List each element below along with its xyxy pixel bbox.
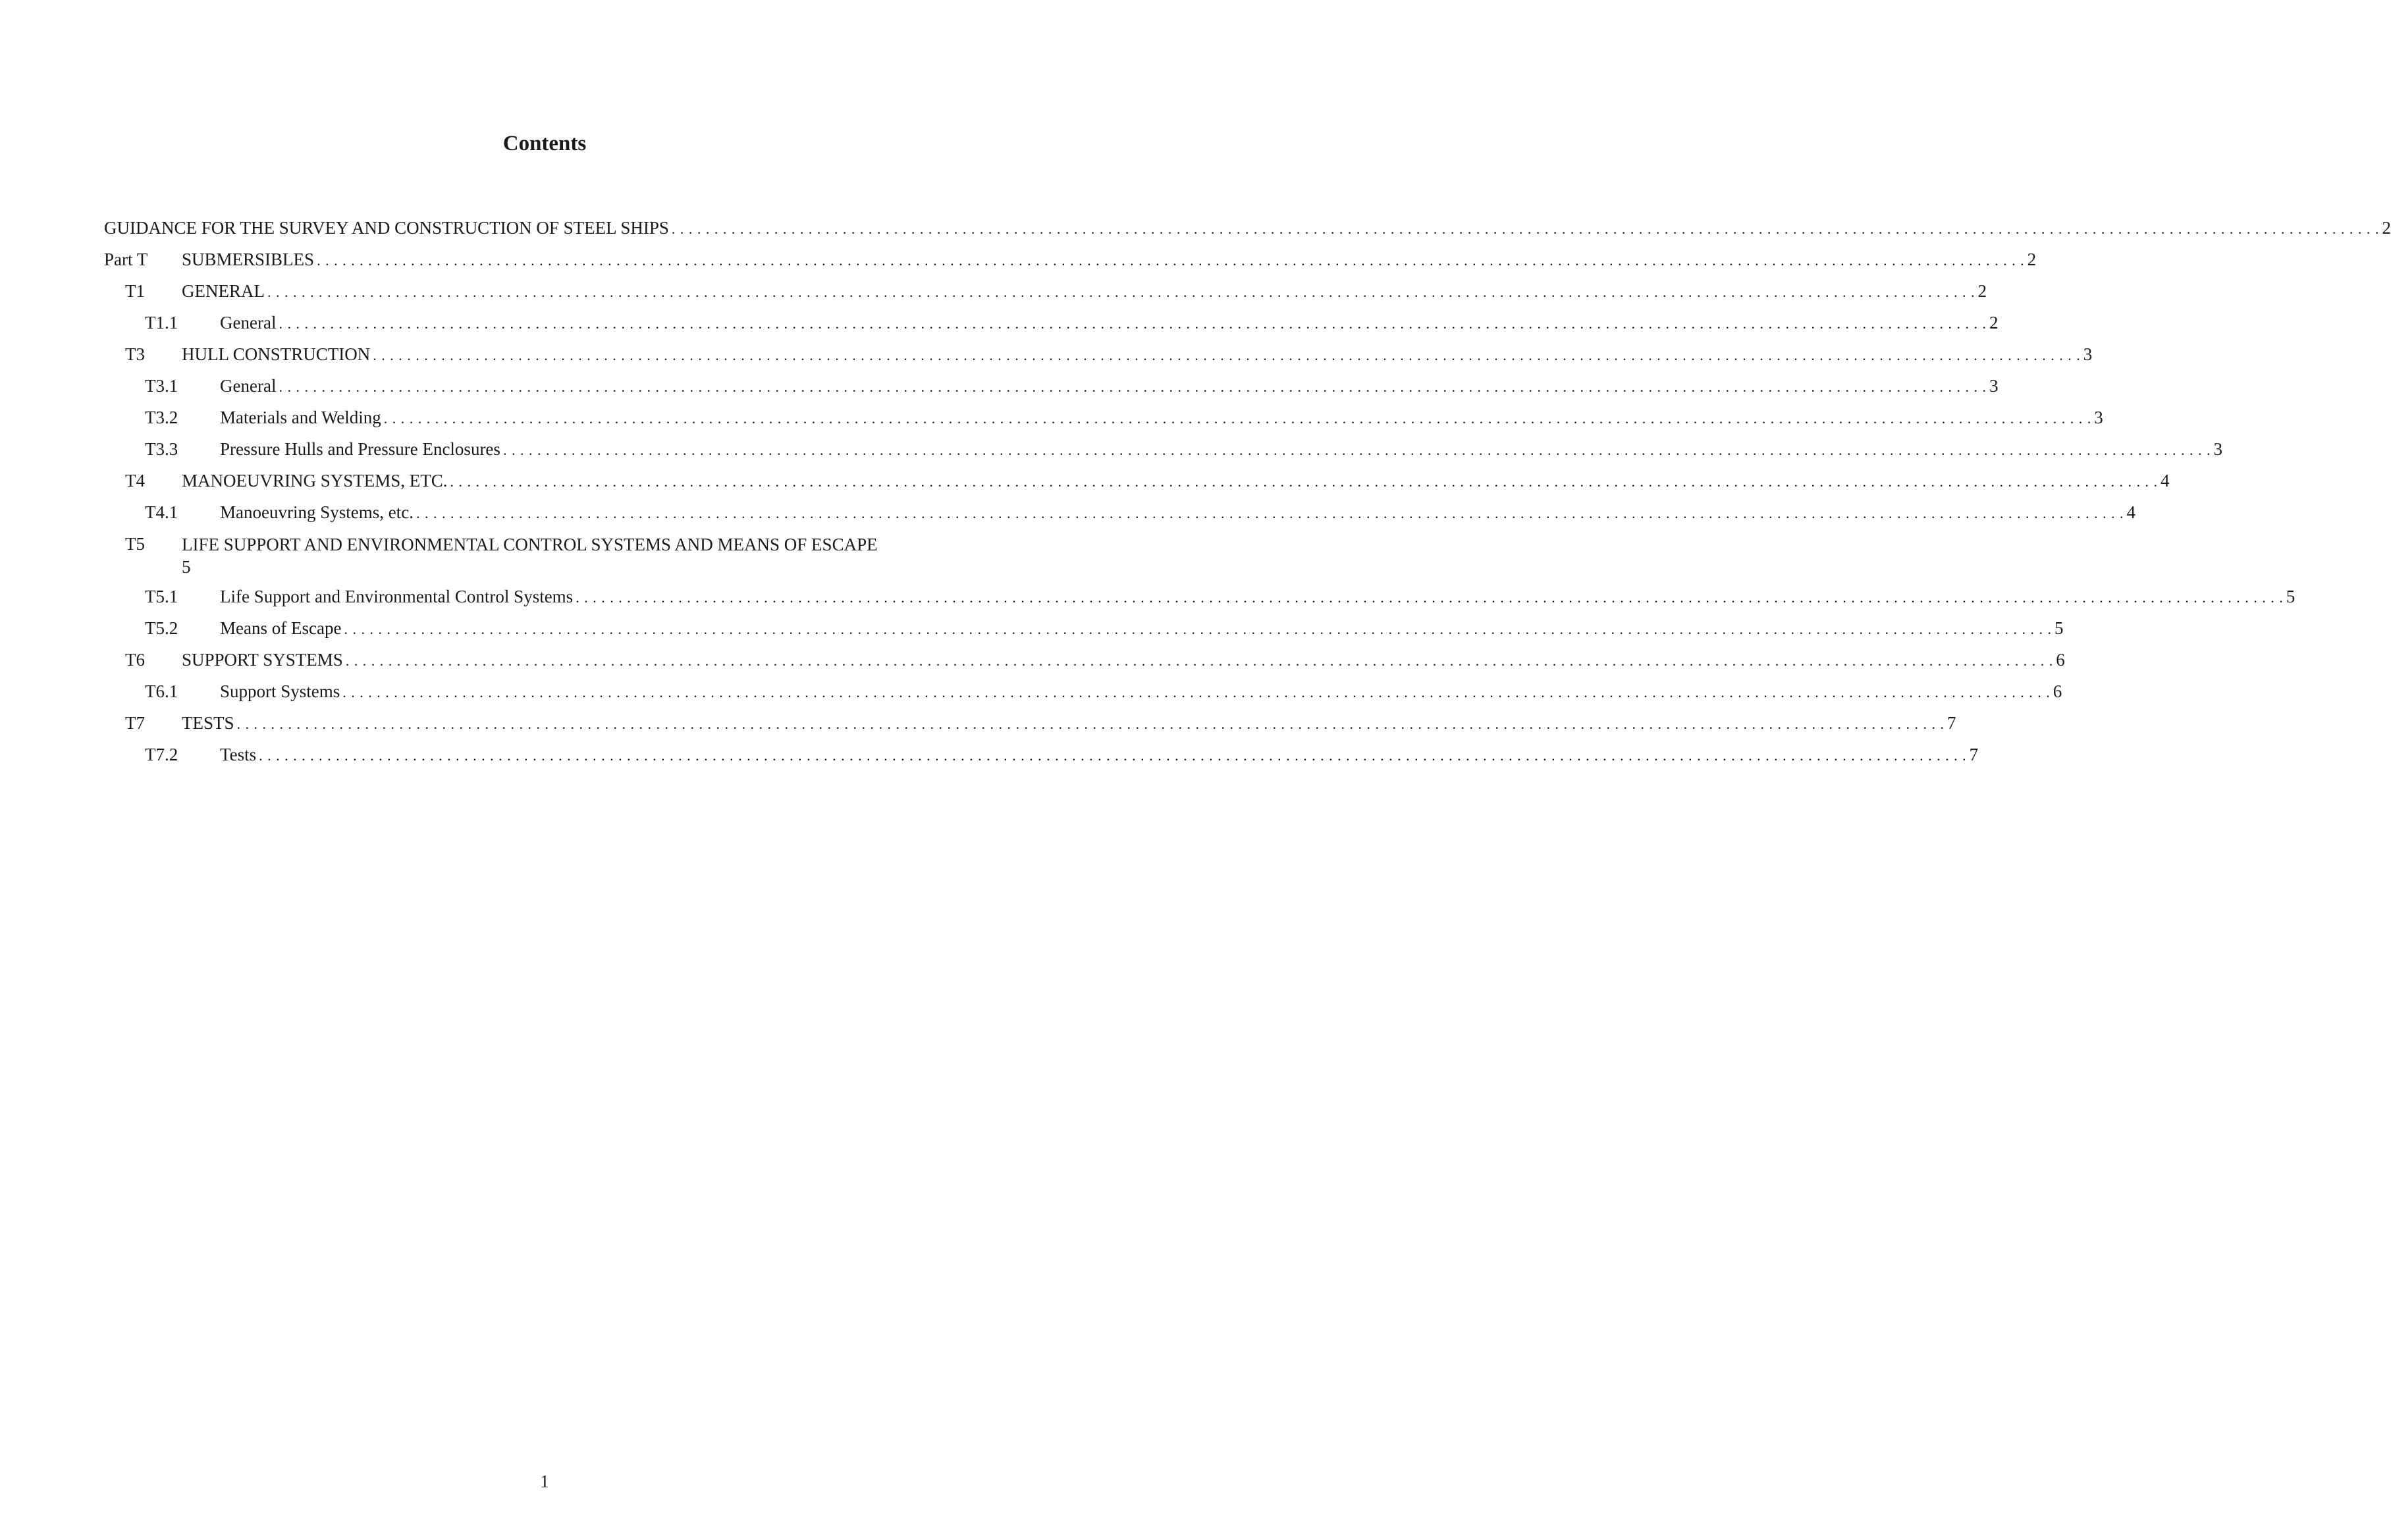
toc-entry-number: T7 — [125, 713, 145, 733]
toc-entry-number: T5 — [125, 534, 145, 554]
dot-leader: . . . . . . . . . . . . . . . . . . . . . . . . . . . . . . . . . . . . . . . . . . . . . . . . . . . . . . . . . . . . . . . . . . . . . . . . . . . . . . . . . . . . . . . . . . . . . . . . . . . . . . . . . . . . . . . . . . . . . . . . . . . . . . . . . . . . . . . . . . . . . . . . . . . . . . . . . . . . . . . . . . . . . . . . . . . . . . . . . . . . . . . . . . . . . . . . . . . . . . . . — [373, 347, 2081, 363]
toc-entry-number: T4 — [125, 471, 145, 491]
dot-leader: . . . . . . . . . . . . . . . . . . . . . . . . . . . . . . . . . . . . . . . . . . . . . . . . . . . . . . . . . . . . . . . . . . . . . . . . . . . . . . . . . . . . . . . . . . . . . . . . . . . . . . . . . . . . . . . . . . . . . . . . . . . . . . . . . . . . . . . . . . . . . . . . . . . . . . . . . . . . . . . . . . . . . . . . . . . . . . . . . . . . . . . . . . . . . . . . . . . . . . . . — [416, 505, 2124, 521]
toc-entry-page: 4 — [2161, 471, 2170, 491]
toc-entry-number: Part T — [104, 250, 148, 269]
toc-entry-page: 3 — [2083, 344, 2093, 364]
toc-entry-page: 6 — [2053, 681, 2062, 701]
toc-entry-page: 5 — [2054, 618, 2064, 638]
toc-entry-page: 3 — [1989, 376, 1999, 396]
toc-entry[interactable] — [104, 528, 990, 581]
page-title: Contents — [502, 132, 587, 155]
toc-entry[interactable] — [104, 370, 1999, 402]
toc-entry-page: 2 — [2382, 218, 2391, 238]
toc-entry[interactable] — [104, 212, 2391, 244]
dot-leader: . . . . . . . . . . . . . . . . . . . . . . . . . . . . . . . . . . . . . . . . . . . . . . . . . . . . . . . . . . . . . . . . . . . . . . . . . . . . . . . . . . . . . . . . . . . . . . . . . . . . . . . . . . . . . . . . . . . . . . . . . . . . . . . . . . . . . . . . . . . . . . . . . . . . . . . . . . . . . . . . . . . . . . . . . . . . . . . . . . . . . . . . . . . . . . . . . . . . . . . . — [450, 473, 2159, 490]
dot-leader: . . . . . . . . . . . . . . . . . . . . . . . . . . . . . . . . . . . . . . . . . . . . . . . . . . . . . . . . . . . . . . . . . . . . . . . . . . . . . . . . . . . . . . . . . . . . . . . . . . . . . . . . . . . . . . . . . . . . . . . . . . . . . . . . . . . . . . . . . . . . . . . . . . . . . . . . . . . . . . . . . . . . . . . . . . . . . . . . . . . . . . . . . . . . . . . . . . . . . . . . — [259, 747, 1967, 764]
toc-entry[interactable] — [104, 465, 2170, 496]
toc-entry[interactable] — [104, 244, 2037, 275]
toc-entry-label: HULL CONSTRUCTION — [182, 338, 373, 370]
toc-entry[interactable] — [104, 307, 1999, 338]
toc-entry-page: 7 — [1947, 713, 1956, 733]
dot-leader: . . . . . . . . . . . . . . . . . . . . . . . . . . . . . . . . . . . . . . . . . . . . . . . . . . . . . . . . . . . . . . . . . . . . . . . . . . . . . . . . . . . . . . . . . . . . . . . . . . . . . . . . . . . . . . . . . . . . . . . . . . . . . . . . . . . . . . . . . . . . . . . . . . . . . . . . . . . . . . . . . . . . . . . . . . . . . . . . . . . . . . . . . . . . . . . . . . . . . . . . — [236, 716, 1945, 732]
dot-leader: . . . . . . . . . . . . . . . . . . . . . . . . . . . . . . . . . . . . . . . . . . . . . . . . . . . . . . . . . . . . . . . . . . . . . . . . . . . . . . . . . . . . . . . . . . . . . . . . . . . . . . . . . . . . . . . . . . . . . . . . . . . . . . . . . . . . . . . . . . . . . . . . . . . . . . . . . . . . . . . . . . . . . . . . . . . . . . . . . . . . . . . . . . . . . . . . . . . . . . . . — [576, 589, 2284, 606]
toc-entry-label: Materials and Welding — [220, 402, 384, 433]
toc-entry-number: T6.1 — [145, 681, 178, 701]
toc-entry[interactable] — [104, 739, 1979, 770]
toc-entry-number: T4.1 — [145, 502, 178, 522]
toc-entry-number: T3.2 — [145, 408, 178, 427]
toc-entry-number: T5.1 — [145, 587, 178, 606]
toc-entry-page: 5 — [182, 557, 191, 577]
toc-entry[interactable] — [104, 612, 2064, 644]
toc-entry-page: 2 — [1977, 281, 1987, 301]
dot-leader: . . . . . . . . . . . . . . . . . . . . . . . . . . . . . . . . . . . . . . . . . . . . . . . . . . . . . . . . . . . . . . . . . . . . . . . . . . . . . . . . . . . . . . . . . . . . . . . . . . . . . . . . . . . . . . . . . . . . . . . . . . . . . . . . . . . . . . . . . . . . . . . . . . . . . . . . . . . . . . . . . . . . . . . . . . . . . . . . . . . . . . . . . . . . . . . . . . . . . . . . — [344, 621, 2052, 637]
toc-entry-number: T3.1 — [145, 376, 178, 396]
toc-entry-page: 6 — [2056, 650, 2065, 670]
dot-leader: . . . . . . . . . . . . . . . . . . . . . . . . . . . . . . . . . . . . . . . . . . . . . . . . . . . . . . . . . . . . . . . . . . . . . . . . . . . . . . . . . . . . . . . . . . . . . . . . . . . . . . . . . . . . . . . . . . . . . . . . . . . . . . . . . . . . . . . . . . . . . . . . . . . . . . . . . . . . . . . . . . . . . . . . . . . . . . . . . . . . . . . . . . . . . . . . . . . . . . . . — [342, 684, 2051, 701]
toc-entry[interactable] — [104, 581, 2296, 612]
toc-entry-label: Life Support and Environmental Control Systems — [220, 581, 576, 612]
dot-leader: . . . . . . . . . . . . . . . . . . . . . . . . . . . . . . . . . . . . . . . . . . . . . . . . . . . . . . . . . . . . . . . . . . . . . . . . . . . . . . . . . . . . . . . . . . . . . . . . . . . . . . . . . . . . . . . . . . . . . . . . . . . . . . . . . . . . . . . . . . . . . . . . . . . . . . . . . . . . . . . . . . . . . . . . . . . . . . . . . . . . . . . . . . . . . . . . . . . . . . . . — [383, 410, 2092, 427]
toc-entry-label: Pressure Hulls and Pressure Enclosures — [220, 433, 503, 465]
toc-entry[interactable] — [104, 496, 2136, 528]
toc-entry[interactable] — [104, 338, 2093, 370]
toc-entry[interactable] — [104, 707, 1956, 739]
toc-entry-page: 2 — [1989, 313, 1999, 332]
toc-entry-page: 3 — [2213, 439, 2222, 459]
toc-entry-number: T7.2 — [145, 745, 178, 764]
toc-entry-label: MANOEUVRING SYSTEMS, ETC. — [182, 465, 450, 496]
toc-entry-number: T1 — [125, 281, 145, 301]
toc-entry[interactable] — [104, 275, 1987, 307]
toc-entry-label: GENERAL — [182, 275, 267, 307]
toc-entry-page: 4 — [2126, 502, 2136, 522]
toc-entry[interactable] — [104, 433, 2222, 465]
toc-entry-number: T1.1 — [145, 313, 178, 332]
toc-entry-label: SUPPORT SYSTEMS — [182, 644, 346, 676]
toc-entry-label: Support Systems — [220, 676, 342, 707]
toc-entry-number: T3 — [125, 344, 145, 364]
dot-leader: . . . . . . . . . . . . . . . . . . . . . . . . . . . . . . . . . . . . . . . . . . . . . . . . . . . . . . . . . . . . . . . . . . . . . . . . . . . . . . . . . . . . . . . . . . . . . . . . . . . . . . . . . . . . . . . . . . . . . . . . . . . . . . . . . . . . . . . . . . . . . . . . . . . . . . . . . . . . . . . . . . . . . . . . . . . . . . . . . . . . . . . . . . . . . . . . . . . . . . . . — [279, 315, 1987, 332]
toc-entry-page: 5 — [2286, 587, 2296, 606]
toc-entry-number: T5.2 — [145, 618, 178, 638]
toc-entry-label: General — [220, 307, 279, 338]
toc-entry-label: General — [220, 370, 279, 402]
dot-leader: . . . . . . . . . . . . . . . . . . . . . . . . . . . . . . . . . . . . . . . . . . . . . . . . . . . . . . . . . . . . . . . . . . . . . . . . . . . . . . . . . . . . . . . . . . . . . . . . . . . . . . . . . . . . . . . . . . . . . . . . . . . . . . . . . . . . . . . . . . . . . . . . . . . . . . . . . . . . . . . . . . . . . . . . . . . . . . . . . . . . . . . . . . . . . . . . . . . . . . . . — [671, 221, 2380, 237]
dot-leader: . . . . . . . . . . . . . . . . . . . . . . . . . . . . . . . . . . . . . . . . . . . . . . . . . . . . . . . . . . . . . . . . . . . . . . . . . . . . . . . . . . . . . . . . . . . . . . . . . . . . . . . . . . . . . . . . . . . . . . . . . . . . . . . . . . . . . . . . . . . . . . . . . . . . . . . . . . . . . . . . . . . . . . . . . . . . . . . . . . . . . . . . . . . . . . . . . . . . . . . . — [317, 252, 2025, 269]
toc-entry-label: SUBMERSIBLES — [182, 244, 317, 275]
page-number: 1 — [540, 1472, 549, 1491]
toc-entry[interactable] — [104, 402, 2103, 433]
table-of-contents — [104, 212, 2391, 770]
toc-entry-number: T6 — [125, 650, 145, 670]
toc-entry-page: 7 — [1969, 745, 1979, 764]
toc-entry-label: LIFE SUPPORT AND ENVIRONMENTAL CONTROL SYSTEMS AND MEANS OF ESCAPE — [182, 535, 878, 554]
toc-entry-page: 2 — [2027, 250, 2037, 269]
toc-entry[interactable] — [104, 644, 2065, 676]
toc-entry[interactable] — [104, 676, 2062, 707]
dot-leader: . . . . . . . . . . . . . . . . . . . . . . . . . . . . . . . . . . . . . . . . . . . . . . . . . . . . . . . . . . . . . . . . . . . . . . . . . . . . . . . . . . . . . . . . . . . . . . . . . . . . . . . . . . . . . . . . . . . . . . . . . . . . . . . . . . . . . . . . . . . . . . . . . . . . . . . . . . . . . . . . . . . . . . . . . . . . . . . . . . . . . . . . . . . . . . . . . . . . . . . . — [267, 284, 1975, 300]
toc-entry-label: Tests — [220, 739, 259, 770]
dot-leader: . . . . . . . . . . . . . . . . . . . . . . . . . . . . . . . . . . . . . . . . . . . . . . . . . . . . . . . . . . . . . . . . . . . . . . . . . . . . . . . . . . . . . . . . . . . . . . . . . . . . . . . . . . . . . . . . . . . . . . . . . . . . . . . . . . . . . . . . . . . . . . . . . . . . . . . . . . . . . . . . . . . . . . . . . . . . . . . . . . . . . . . . . . . . . . . . . . . . . . . . — [502, 442, 2211, 458]
toc-entry-label: Manoeuvring Systems, etc. — [220, 496, 416, 528]
dot-leader: . . . . . . . . . . . . . . . . . . . . . . . . . . . . . . . . . . . . . . . . . . . . . . . . . . . . . . . . . . . . . . . . . . . . . . . . . . . . . . . . . . . . . . . . . . . . . . . . . . . . . . . . . . . . . . . . . . . . . . . . . . . . . . . . . . . . . . . . . . . . . . . . . . . . . . . . . . . . . . . . . . . . . . . . . . . . . . . . . . . . . . . . . . . . . . . . . . . . . . . . — [279, 379, 1987, 395]
toc-entry-label: Means of Escape — [220, 612, 344, 644]
toc-entry-label: GUIDANCE FOR THE SURVEY AND CONSTRUCTION OF STEEL SHIPS — [104, 212, 672, 244]
toc-entry-page: 3 — [2094, 408, 2103, 427]
toc-entry-label: TESTS — [182, 707, 237, 739]
dot-leader: . . . . . . . . . . . . . . . . . . . . . . . . . . . . . . . . . . . . . . . . . . . . . . . . . . . . . . . . . . . . . . . . . . . . . . . . . . . . . . . . . . . . . . . . . . . . . . . . . . . . . . . . . . . . . . . . . . . . . . . . . . . . . . . . . . . . . . . . . . . . . . . . . . . . . . . . . . . . . . . . . . . . . . . . . . . . . . . . . . . . . . . . . . . . . . . . . . . . . . . . — [345, 652, 2054, 669]
toc-entry-number: T3.3 — [145, 439, 178, 459]
